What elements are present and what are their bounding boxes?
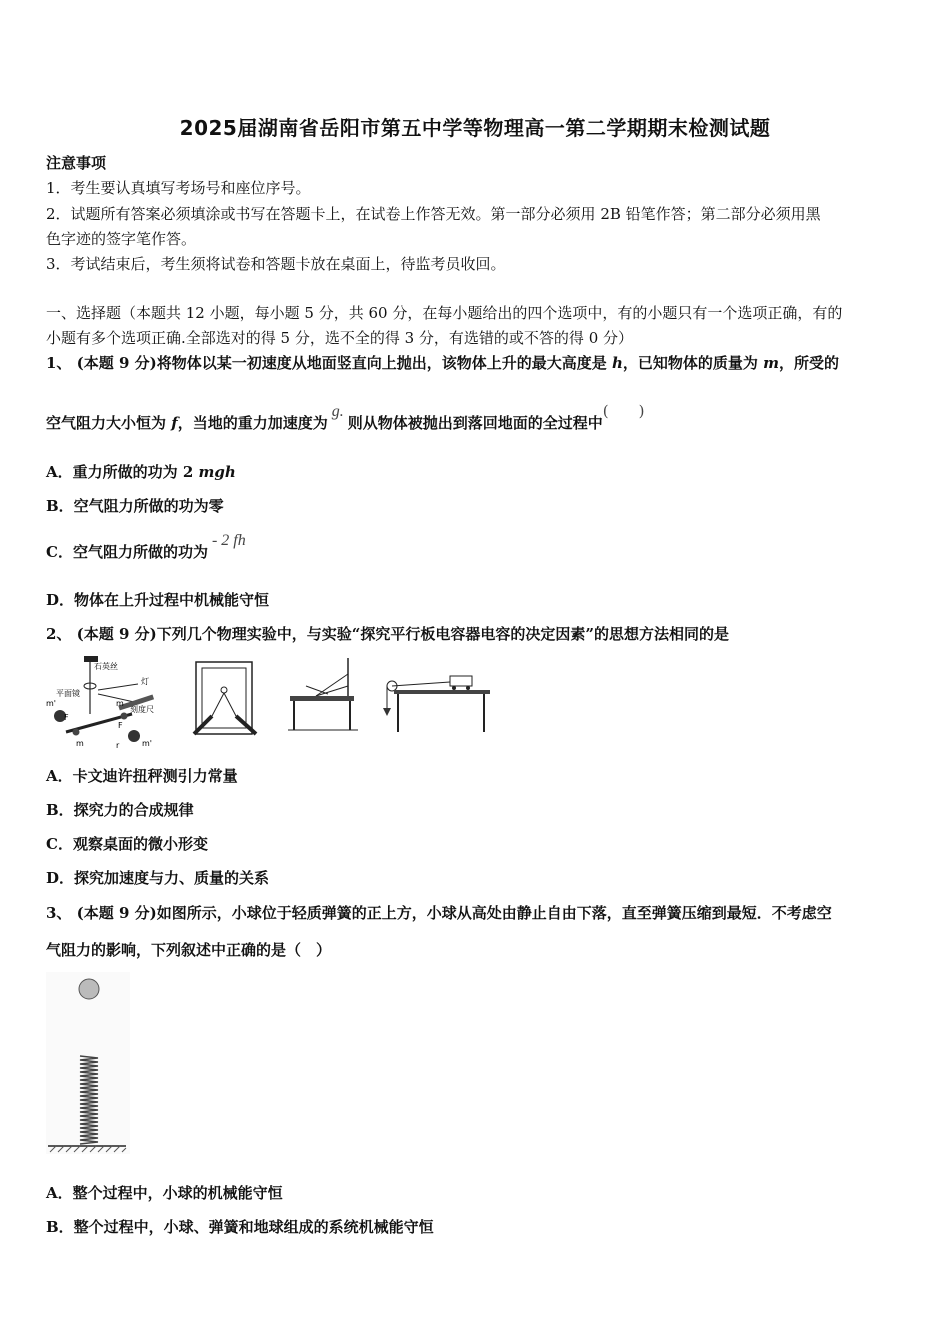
q1-stem-line1: 1、 (本题 9 分)将物体以某一初速度从地面竖直向上抛出，该物体上升的最大高度是 h，已知物体的质量为 m，所受的 <box>46 354 839 372</box>
q2-option-b: B．探究力的合成规律 <box>46 801 194 819</box>
q1-option-a: A．重力所做的功为 2 mgh <box>46 463 236 481</box>
section1-line2: 小题有多个选项正确.全部选对的得 5 分，选不全的得 3 分，有选错的或不答的得 0 分） <box>46 329 634 347</box>
notice-item-3: 3．考试结束后，考生须将试卷和答题卡放在桌面上，待监考员收回。 <box>46 255 506 273</box>
svg-text:m: m <box>76 739 84 748</box>
q2-stem: 2、 (本题 9 分)下列几个物理实验中，与实验“探究平行板电容器电容的决定因素”的思想方法相同的是 <box>46 625 729 643</box>
section1-line1: 一、选择题（本题共 12 小题，每小题 5 分，共 60 分，在每小题给出的四个选项中，有的小题只有一个选项正确，有的 <box>46 304 843 322</box>
svg-text:m': m' <box>142 739 152 748</box>
svg-text:F: F <box>118 721 123 730</box>
svg-text:刻度尺: 刻度尺 <box>130 705 154 714</box>
force-composition-figure <box>186 660 266 740</box>
q2-option-a: A．卡文迪许扭秤测引力常量 <box>46 767 238 785</box>
q1-stem-line2: 空气阻力大小恒为 f，当地的重力加速度为g.则从物体被抛出到落回地面的全过程中( ) <box>46 402 645 432</box>
svg-text:r: r <box>116 741 120 750</box>
torsion-balance-figure <box>46 654 176 750</box>
notice-heading: 注意事项 <box>46 154 107 172</box>
q2-option-c: C．观察桌面的微小形变 <box>46 835 208 853</box>
svg-text:平面镜: 平面镜 <box>56 689 80 698</box>
desk-deformation-figure <box>286 656 366 736</box>
svg-text:m': m' <box>46 699 56 708</box>
notice-item-1: 1．考生要认真填写考场号和座位序号。 <box>46 179 311 197</box>
q3-stem-line2: 气阻力的影响，下列叙述中正确的是（ ） <box>46 941 332 959</box>
notice-item-2-cont: 色字迹的签字笔作答。 <box>46 230 197 248</box>
svg-text:灯: 灯 <box>141 677 149 686</box>
q1-option-d: D．物体在上升过程中机械能守恒 <box>46 591 270 609</box>
svg-text:F: F <box>64 713 69 722</box>
q1-option-b: B．空气阻力所做的功为零 <box>46 497 224 515</box>
svg-text:石英丝: 石英丝 <box>94 662 118 671</box>
ball <box>79 979 99 999</box>
cart-table-figure <box>382 672 492 738</box>
q1-option-c: C．空气阻力所做的功为- 2 fh <box>46 532 246 561</box>
q3-stem-line1: 3、 (本题 9 分)如图所示，小球位于轻质弹簧的正上方，小球从高处由静止自由下落，直至弹簧压缩到最短．不考虑空 <box>46 904 832 922</box>
notice-item-2: 2．试题所有答案必须填涂或书写在答题卡上，在试卷上作答无效。第一部分必须用 2B 铅笔作答；第二部分必须用黑 <box>46 205 821 223</box>
q3-option-b: B．整个过程中，小球、弹簧和地球组成的系统机械能守恒 <box>46 1218 434 1236</box>
ball-spring-figure <box>46 972 132 1158</box>
q3-option-a: A．整个过程中，小球的机械能守恒 <box>46 1184 283 1202</box>
svg-text:m: m <box>116 699 124 708</box>
page-title: 2025届湖南省岳阳市第五中学等物理高一第二学期期末检测试题 <box>179 116 771 140</box>
q1-answer-paren: ( ) <box>602 402 645 420</box>
g-symbol: g. <box>331 403 344 420</box>
q2-option-d: D．探究加速度与力、质量的关系 <box>46 869 270 887</box>
